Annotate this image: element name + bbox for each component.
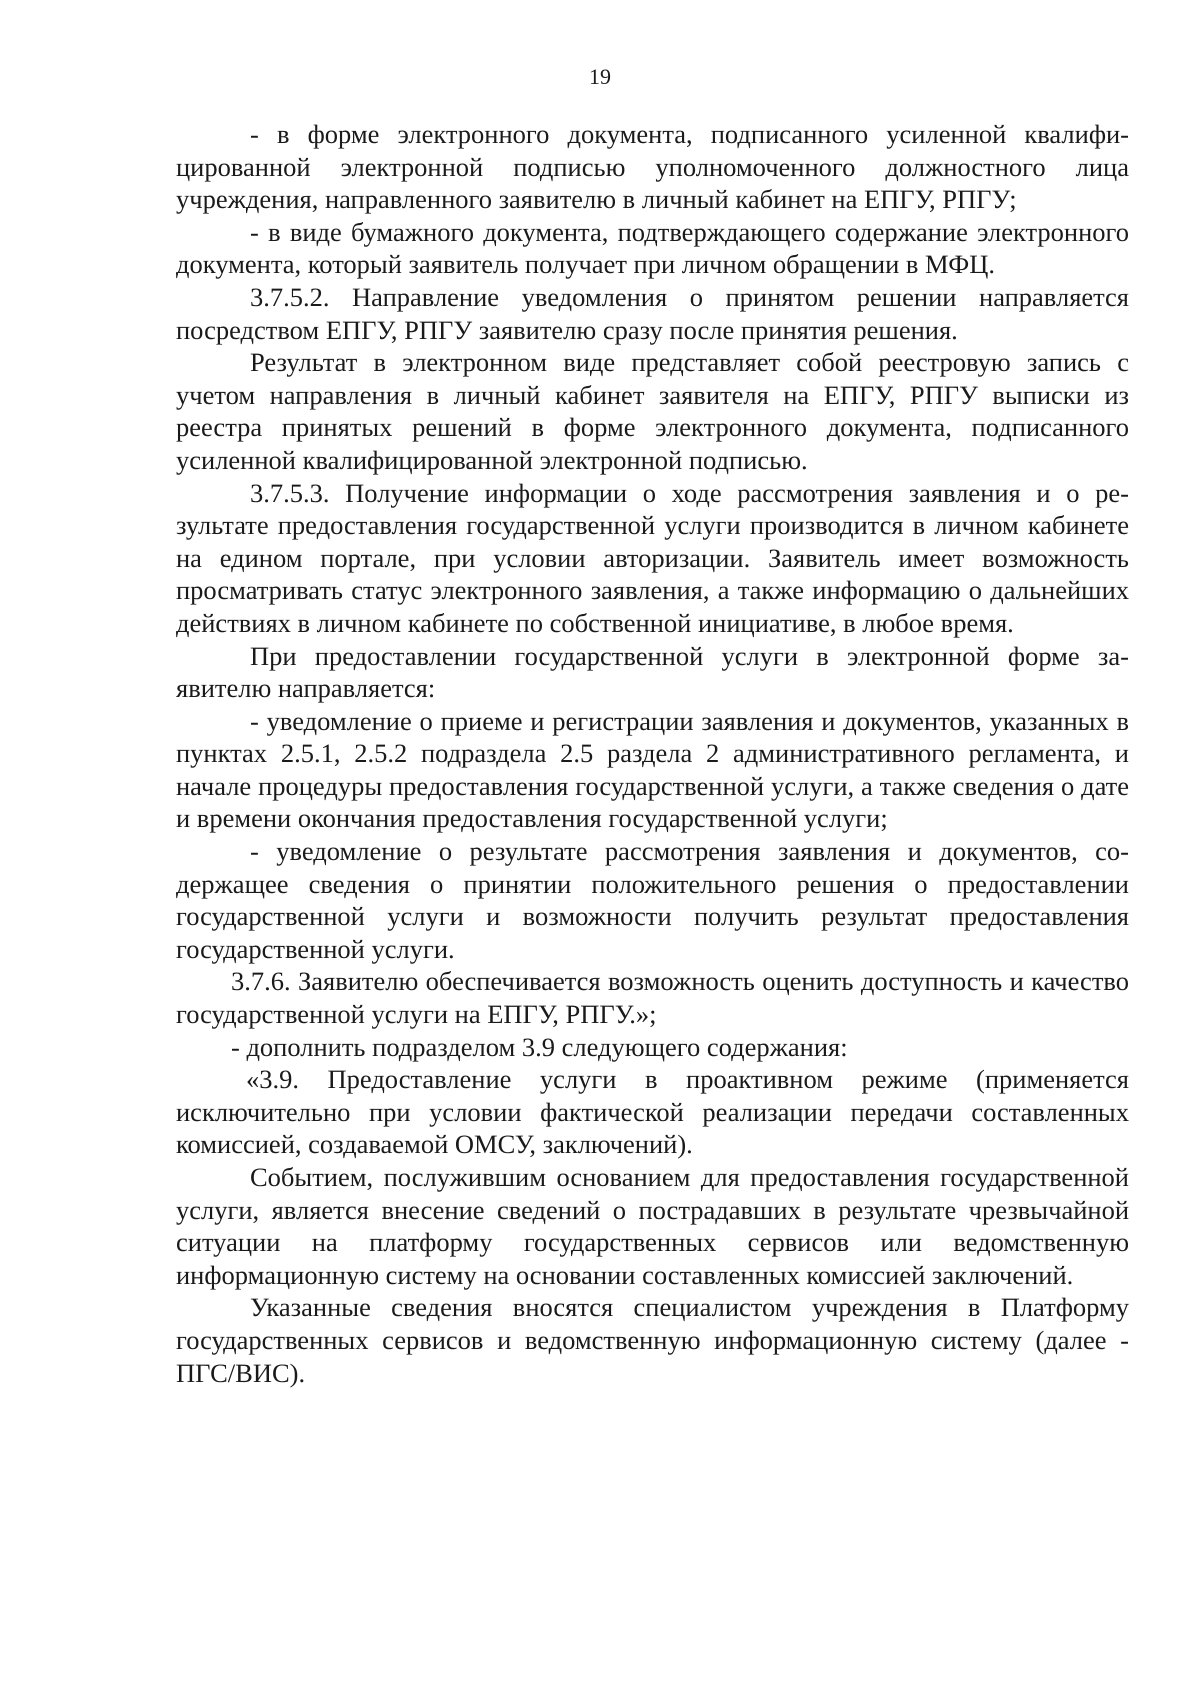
page-number: 19: [589, 64, 611, 89]
paragraph-signed-electronic-document: - в форме электронного документа, подписанного усиленной квалифицированной электронной подписью уполномоченного должностного лица учреждения, направленного заявителю в личный кабинет на ЕПГУ, РПГУ;: [176, 119, 1129, 215]
paragraph-event-basis: Событием, послужившим основанием для предоставления государственной услуги, является внесение сведений о пострадавших в результате чрезвычайной ситуации на платформу государственных сервисов или ведомственную информационную систему на основании составленных комиссией заключений.: [176, 1162, 1129, 1290]
paragraph-3-7-6: 3.7.6. Заявителю обеспечивается возможность оценить доступность и качество государственной услуги на ЕПГУ, РПГУ.»;: [176, 966, 1129, 1030]
paragraph-electronic-result: Результат в электронном виде представляет собой реестровую запись с учетом направления в личный кабинет заявителя на ЕПГУ, РПГУ выписки из реестра принятых решений в форме электронного документа, подписанного усиленной квалифицированной электронной подписью.: [176, 347, 1129, 475]
paragraph-add-subsection: - дополнить подразделом 3.9 следующего содержания:: [231, 1031, 848, 1062]
paragraph-electronic-form-notice: При предоставлении государственной услуги в электронной форме заявителю направляется:: [176, 640, 1129, 704]
document-body: [176, 118, 1129, 1389]
paragraph-paper-document: - в виде бумажного документа, подтверждающего содержание электронного документа, который заявитель получает при личном обращении в МФЦ.: [176, 216, 1129, 280]
paragraph-receipt-notification: - уведомление о приеме и регистрации заявления и документов, указанных в пунктах 2.5.1, 2.5.2 подраздела 2.5 раздела 2 административного регламента, и начале процедуры предоставления государственной услуги, а также сведения о дате и времени окончания предоставления государственной услуги;: [176, 705, 1129, 834]
paragraph-3-9: «3.9. Предоставление услуги в проактивном режиме (применяется исключительно при условии фактической реализации передачи составленных комиссией, создаваемой ОМСУ, заключений).: [176, 1064, 1129, 1160]
paragraph-3-7-5-3: 3.7.5.3. Получение информации о ходе рассмотрения заявления и о результате предоставления государственной услуги производится в личном кабинете на едином портале, при условии авторизации. Заявитель имеет возможность просматривать статус электронного заявления, а также информацию о дальнейших действиях в личном кабинете по собственной инициативе, в любое время.: [176, 477, 1129, 638]
paragraph-result-notification: - уведомление о результате рассмотрения заявления и документов, содержащее сведения о принятии положительного решения о предоставлении государственной услуги и возможности получить результат предоставления государственной услуги.: [176, 836, 1129, 964]
paragraph-3-7-5-2: 3.7.5.2. Направление уведомления о принятом решении направляется посредством ЕПГУ, РПГУ заявителю сразу после принятия решения.: [176, 281, 1129, 345]
paragraph-data-entry: Указанные сведения вносятся специалистом учреждения в Платформу государственных сервисов и ведомственную информационную систему (далее - ПГС/ВИС).: [176, 1292, 1129, 1388]
